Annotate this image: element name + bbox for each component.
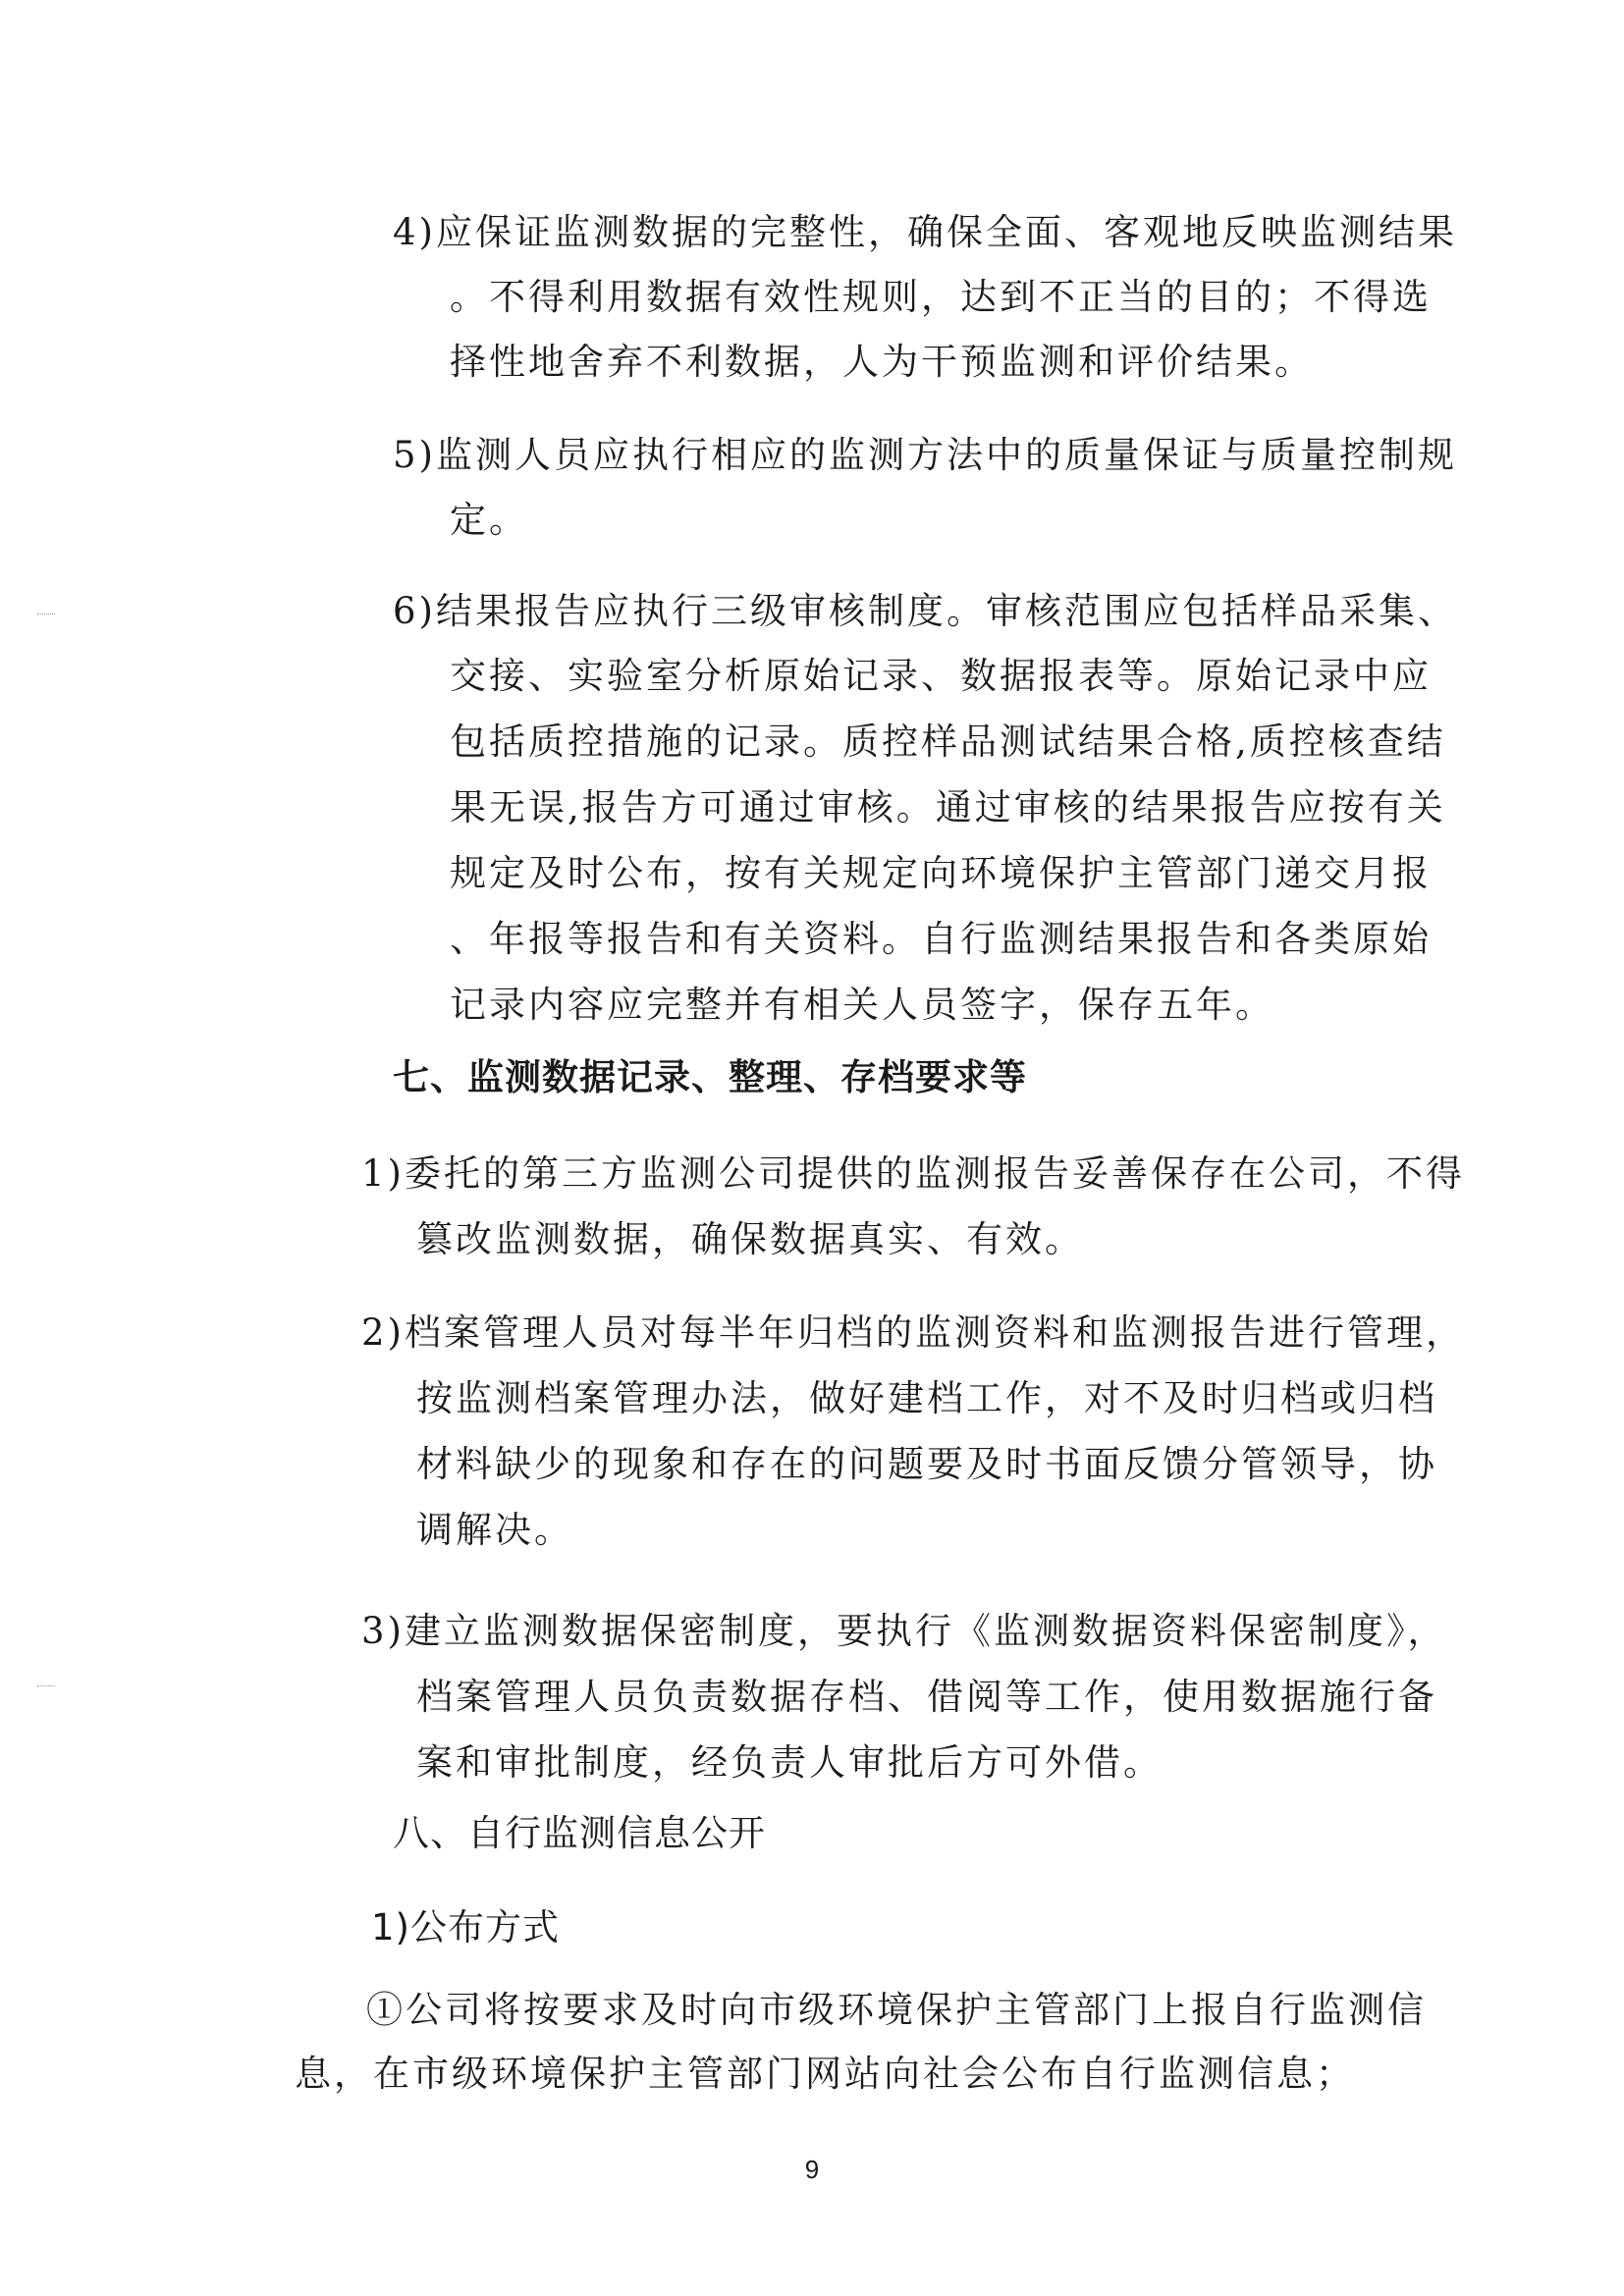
section-7-heading: 七、监测数据记录、整理、存档要求等 <box>393 1056 1027 1098</box>
text-line: 。不得利用数据有效性规则，达到不正当的目的；不得选 <box>450 276 1432 318</box>
page-number: 9 <box>804 2155 820 2184</box>
text-line: ①公司将按要求及时向市级环境保护主管部门上报自行监测信 <box>366 1989 1427 2031</box>
text-line: 按监测档案管理办法，做好建档工作，对不及时归档或归档 <box>416 1377 1437 1419</box>
text-line: 定。 <box>450 499 528 541</box>
text-line: 材料缺少的现象和存在的问题要及时书面反馈分管领导，协 <box>416 1443 1437 1485</box>
text-line: 果无误,报告方可通过审核。通过审核的结果报告应按有关 <box>450 786 1446 828</box>
text-line: 择性地舍弃不利数据，人为干预监测和评价结果。 <box>450 341 1314 383</box>
scan-edge-mark <box>37 1685 55 1687</box>
text-line: 4)应保证监测数据的完整性，确保全面、客观地反映监测结果 <box>393 211 1457 253</box>
text-line: 、年报等报告和有关资料。自行监测结果报告和各类原始 <box>450 918 1432 960</box>
text-line: 息，在市级环境保护主管部门网站向社会公布自行监测信息； <box>295 2053 1355 2095</box>
text-line: 案和审批制度，经负责人审批后方可外借。 <box>416 1741 1163 1784</box>
text-line: 2)档案管理人员对每半年归档的监测资料和监测报告进行管理， <box>361 1311 1465 1354</box>
text-line: 包括质控措施的记录。质控样品测试结果合格,质控核查结 <box>450 721 1446 763</box>
text-line: 6)结果报告应执行三级审核制度。审核范围应包括样品采集、 <box>393 590 1457 632</box>
text-line: 记录内容应完整并有相关人员签字，保存五年。 <box>450 984 1274 1026</box>
text-line: 3)建立监测数据保密制度，要执行《监测数据资料保密制度》， <box>361 1610 1447 1652</box>
section-8-subheading: 1)公布方式 <box>371 1906 560 1949</box>
scan-edge-mark <box>37 614 55 615</box>
text-line: 5)监测人员应执行相应的监测方法中的质量保证与质量控制规 <box>393 434 1457 476</box>
text-line: 篡改监测数据，确保数据真实、有效。 <box>416 1218 1084 1260</box>
section-8-heading: 八、自行监测信息公开 <box>393 1812 766 1854</box>
text-line: 交接、实验室分析原始记录、数据报表等。原始记录中应 <box>450 655 1432 697</box>
text-line: 档案管理人员负责数据存档、借阅等工作，使用数据施行备 <box>416 1676 1437 1718</box>
text-line: 1)委托的第三方监测公司提供的监测报告妥善保存在公司，不得 <box>361 1152 1465 1195</box>
text-line: 规定及时公布，按有关规定向环境保护主管部门递交月报 <box>450 852 1432 894</box>
text-line: 调解决。 <box>416 1509 573 1551</box>
